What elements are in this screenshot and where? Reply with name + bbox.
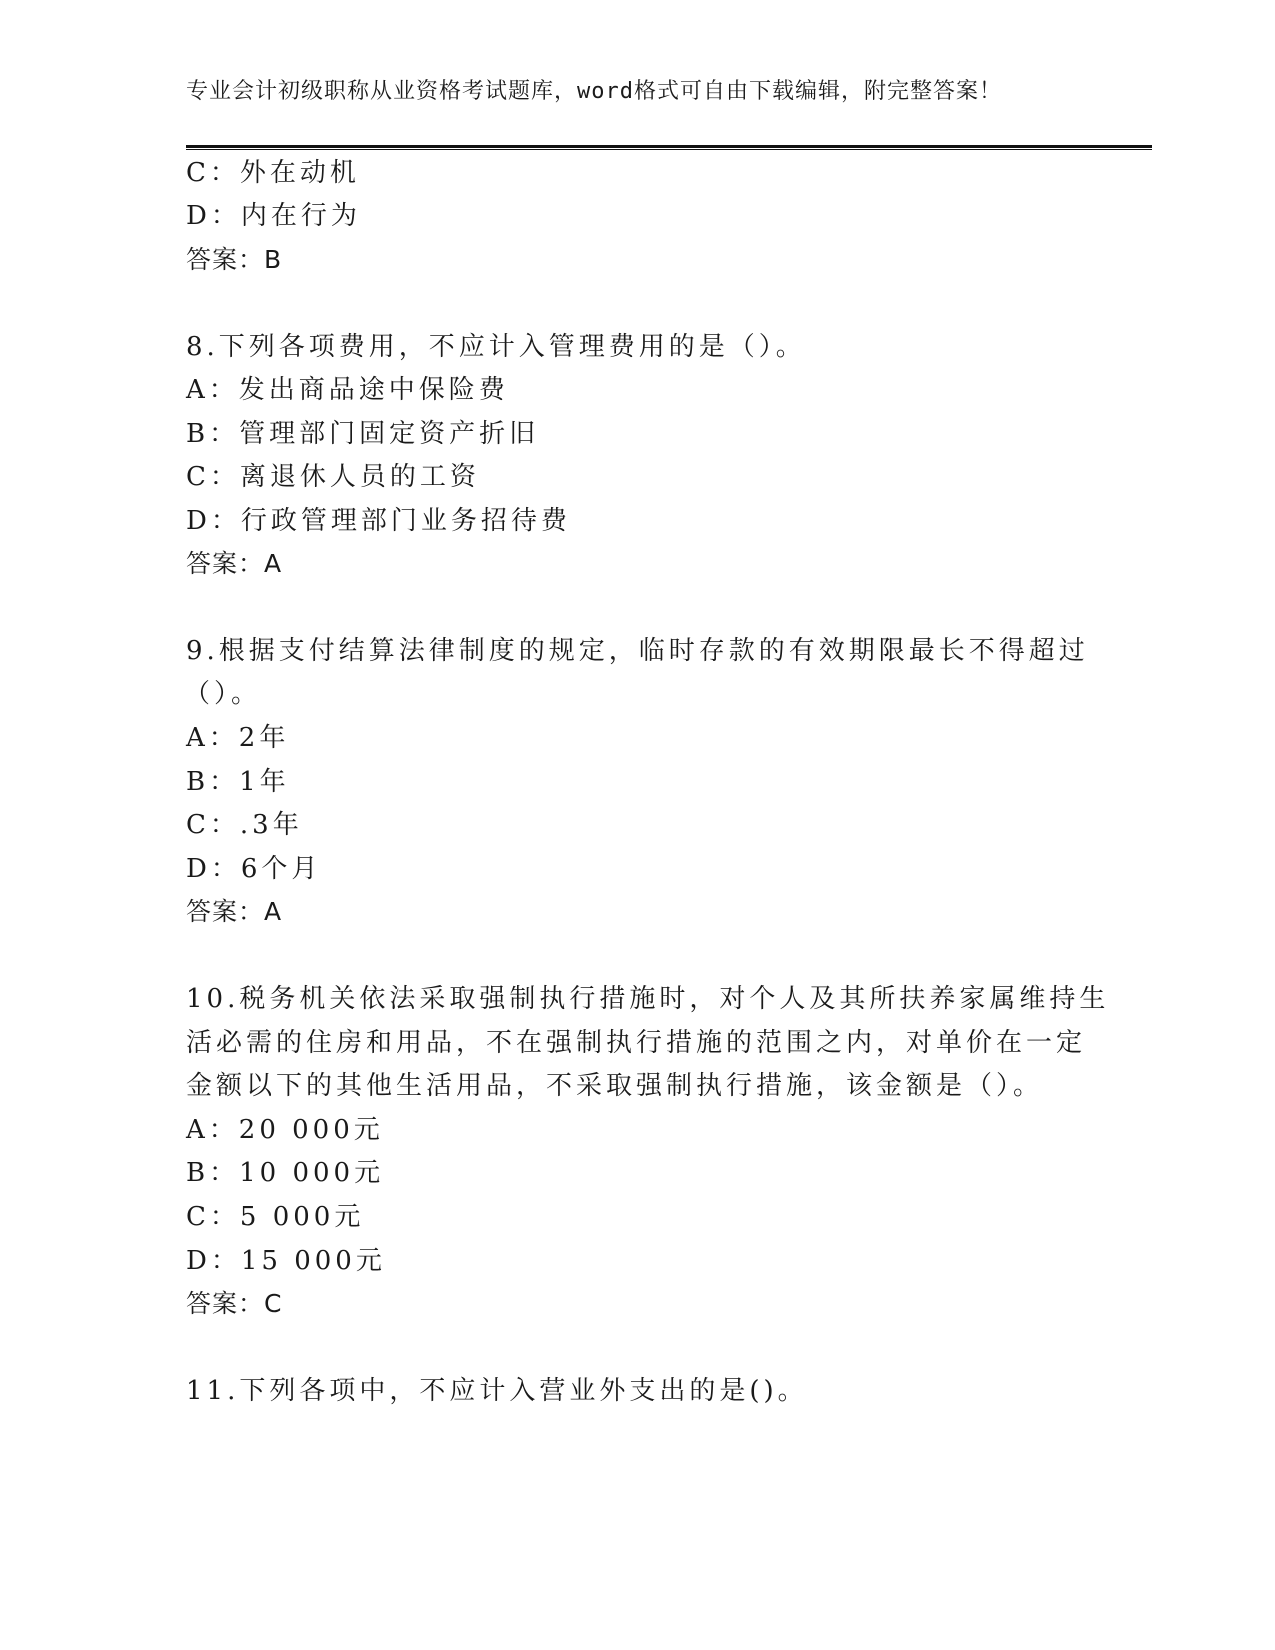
q9-option-b: B：1年 [186, 767, 290, 797]
q11-stem: 11.下列各项中，不应计入营业外支出的是()。 [186, 1376, 808, 1406]
q10-stem-line-2: 活必需的住房和用品，不在强制执行措施的范围之内，对单价在一定 [186, 1028, 1087, 1058]
q10-stem-line-3: 金额以下的其他生活用品，不采取强制执行措施，该金额是（）。 [186, 1071, 1044, 1101]
q7-option-d: D：内在行为 [186, 201, 361, 231]
q8-option-c: C：离退休人员的工资 [186, 462, 480, 492]
q9-stem-line-1: 9.根据支付结算法律制度的规定，临时存款的有效期限最长不得超过 [186, 636, 1089, 666]
q10-option-c: C：5 000元 [186, 1202, 365, 1232]
header-divider [186, 145, 1152, 150]
q9-option-a: A：2年 [186, 723, 290, 753]
q10-answer: 答案：C [186, 1289, 283, 1318]
q8-option-d: D：行政管理部门业务招待费 [186, 506, 571, 536]
q8-stem: 8.下列各项费用，不应计入管理费用的是（）。 [186, 332, 806, 362]
q10-option-d: D：15 000元 [186, 1246, 386, 1276]
q9-answer: 答案：A [186, 897, 283, 926]
q7-option-c: C：外在动机 [186, 158, 360, 188]
q10-stem-line-1: 10.税务机关依法采取强制执行措施时，对个人及其所扶养家属维持生 [186, 984, 1110, 1014]
q7-answer: 答案：B [186, 245, 283, 274]
q9-stem-line-2: （）。 [184, 679, 262, 709]
q8-option-a: A：发出商品途中保险费 [186, 375, 509, 405]
q9-option-d: D：6个月 [186, 854, 322, 884]
q9-option-c: C：.3年 [186, 810, 303, 840]
q10-option-a: A：20 000元 [186, 1115, 384, 1145]
q10-option-b: B：10 000元 [186, 1158, 385, 1188]
q8-option-b: B：管理部门固定资产折旧 [186, 419, 540, 449]
q8-answer: 答案：A [186, 549, 283, 578]
page-header: 专业会计初级职称从业资格考试题库，word格式可自由下载编辑，附完整答案！ [186, 79, 1002, 104]
